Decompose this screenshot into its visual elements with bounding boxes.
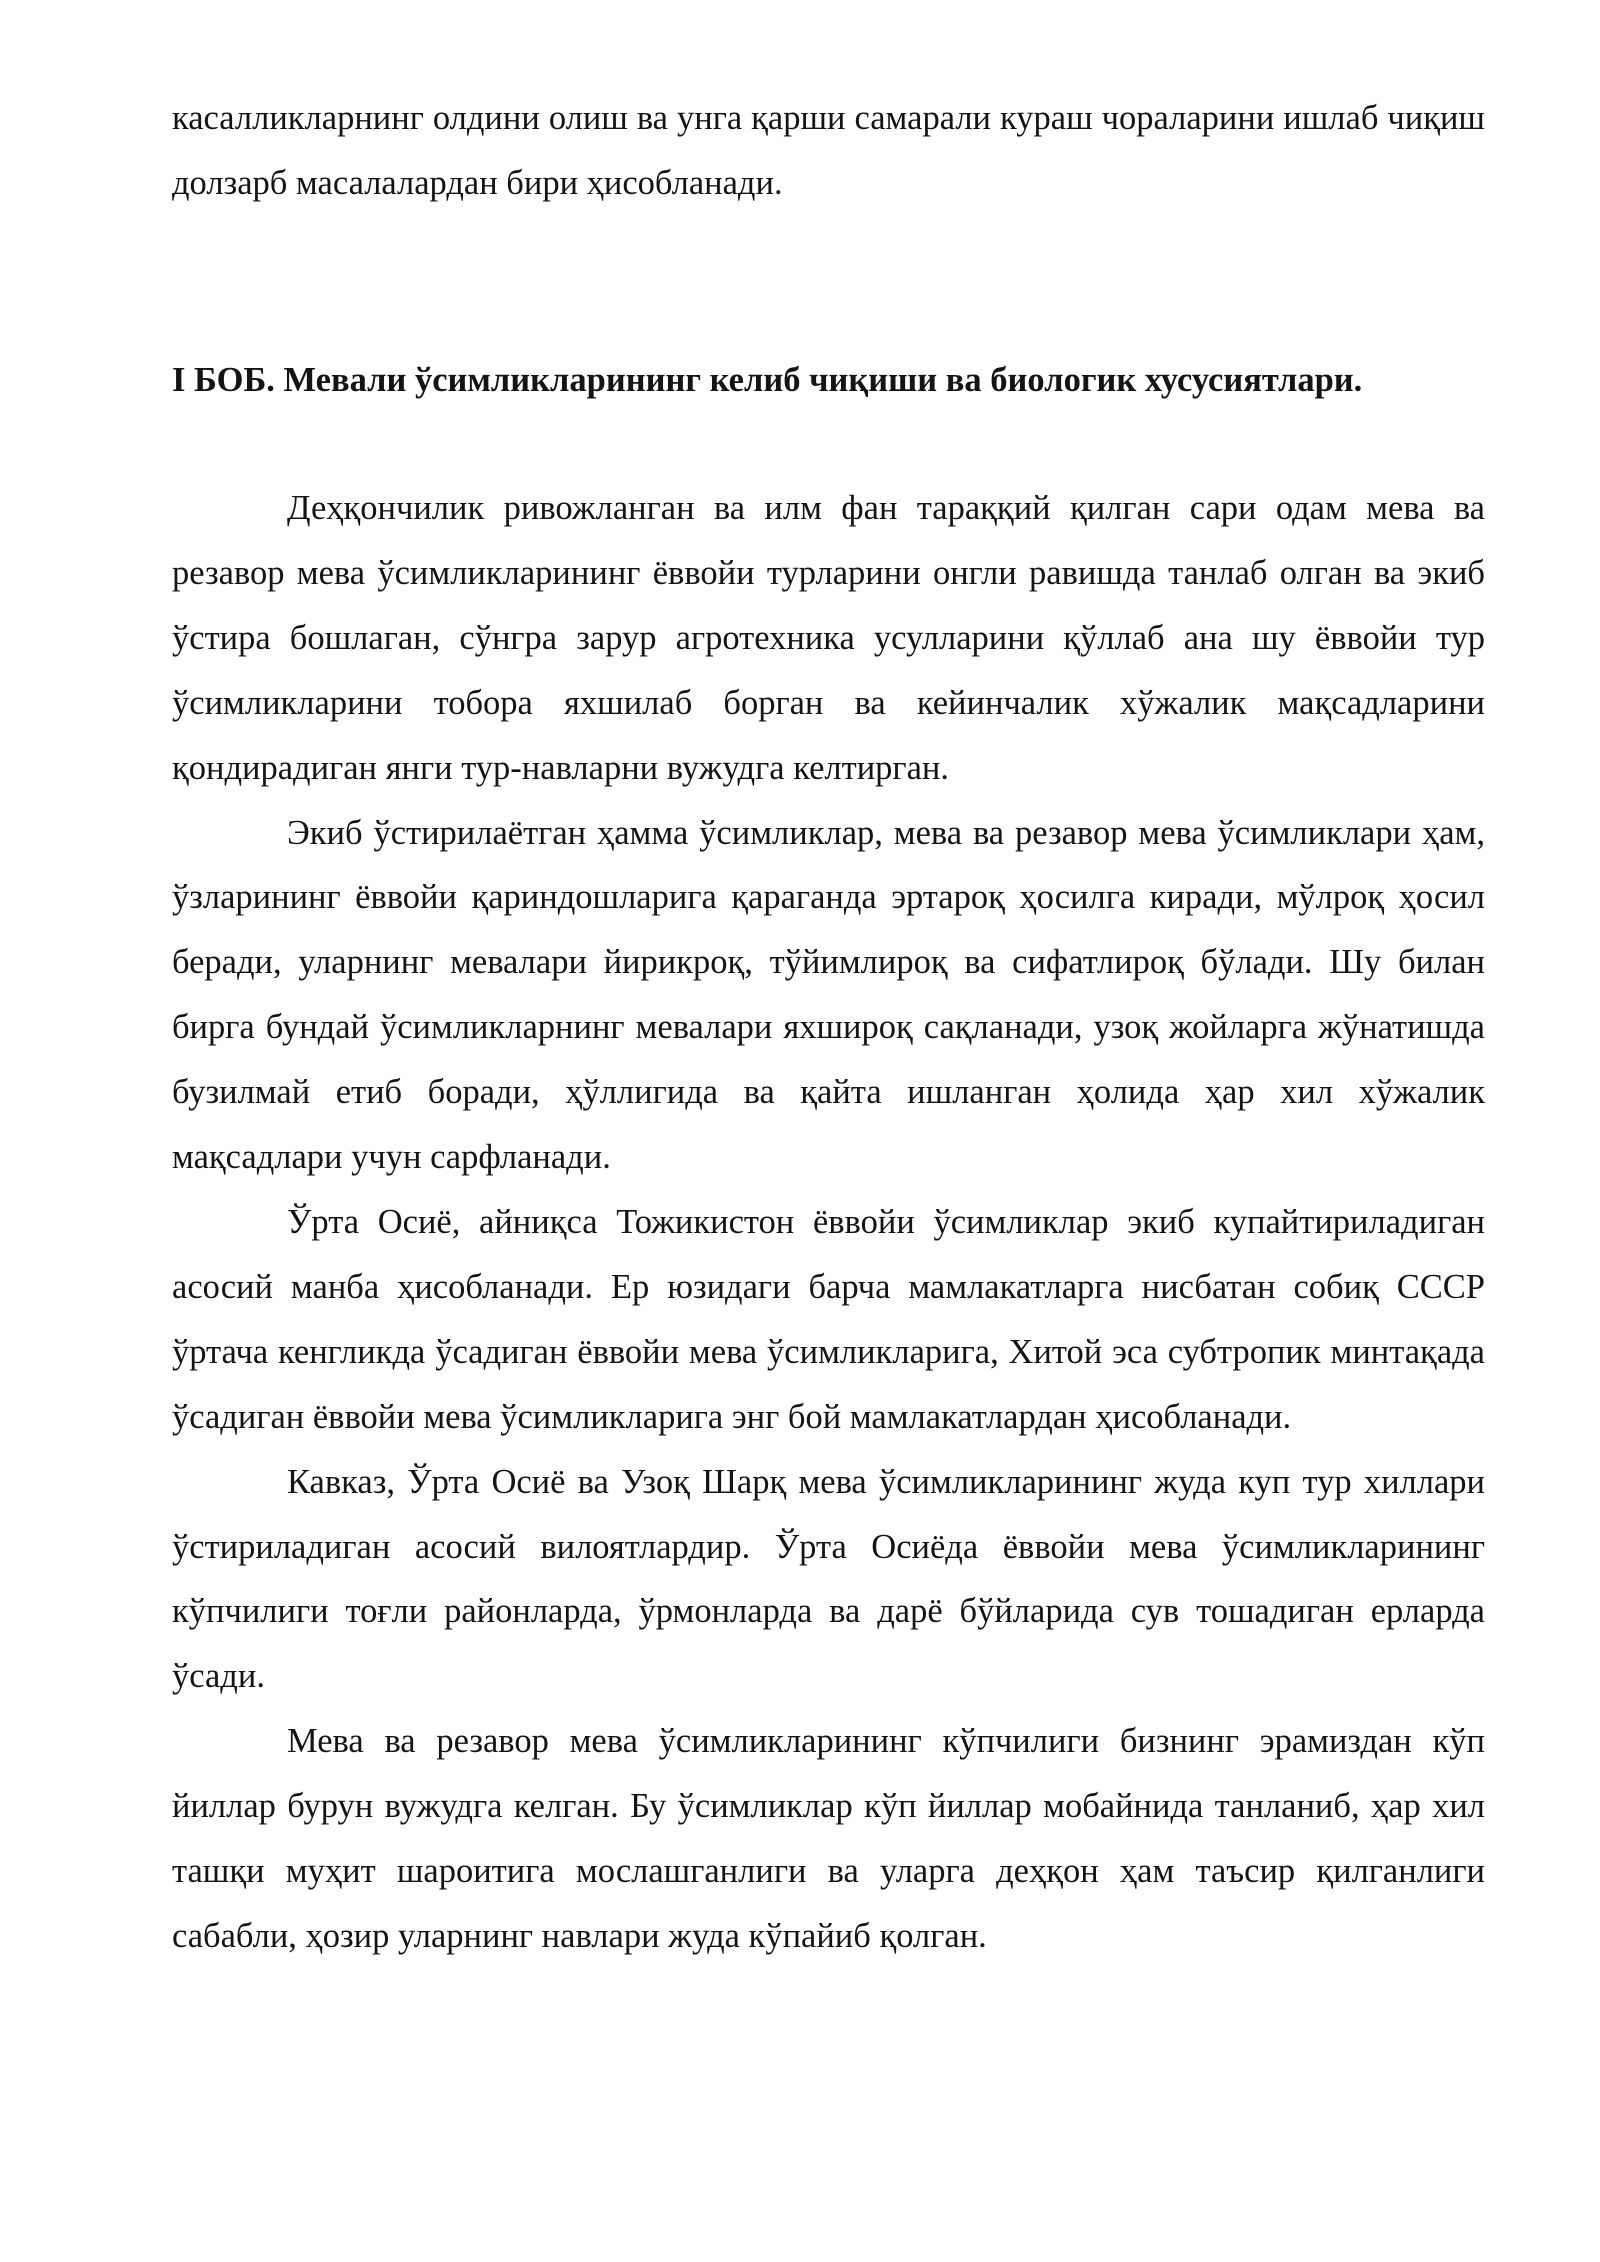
- body-paragraph-2: Экиб ўстирилаётган ҳамма ўсимликлар, мева ва резавор мева ўсимликлари ҳам, ўзларининг ёввойи қариндошларига қараганда эртароқ ҳосилга киради, мўлроқ ҳосил беради, уларнинг мевалари йирикроқ, тўйимлироқ ва сифатлироқ бўлади. Шу билан бирга бундай ўсимликларнинг мевалари яхшироқ сақланади, узоқ жойларга жўнатишда бузилмай етиб боради, ҳўллигида ва қайта ишланган ҳолида ҳар хил хўжалик мақсадлари учун сарфланади.: [172, 813, 1485, 1177]
- body-paragraph-4: Кавказ, Ўрта Осиё ва Узоқ Шарқ мева ўсимликларининг жуда куп тур хиллари ўстириладиган асосий вилоятлардир. Ўрта Осиёда ёввойи мева ўсимликларининг кўпчилиги тоғли районларда, ўрмонларда ва дарё бўйларида сув тошадиган ерларда ўсади.: [172, 1462, 1485, 1696]
- body-paragraph-5: Мева ва резавор мева ўсимликларининг кўпчилиги бизнинг эрамиздан кўп йиллар бурун вужудга келган. Бу ўсимликлар кўп йиллар мобайнида танланиб, ҳар хил ташқи муҳит шароитига мослашганлиги ва уларга деҳқон ҳам таъсир қилганлиги сабабли, ҳозир уларнинг навлари жуда кўпайиб қолган.: [172, 1722, 1485, 1955]
- chapter-heading: I БОБ. Мевали ўсимликларининг келиб чиқиши ва биологик хусусиятлари.: [172, 361, 1363, 399]
- intro-paragraph-block: [172, 86, 1485, 216]
- body-paragraph-1: Деҳқончилик ривожланган ва илм фан тараққий қилган сари одам мева ва резавор мева ўсимликларининг ёввойи турларини онгли равишда танлаб олган ва экиб ўстира бошлаган, сўнгра зарур агротехника усулларини қўллаб ана шу ёввойи тур ўсимликларини тобора яхшилаб борган ва кейинчалик хўжалик мақсадларини қондирадиган янги тур-навларни вужудга келтирган.: [172, 489, 1485, 787]
- body-paragraph-3: Ўрта Осиё, айниқса Тожикистон ёввойи ўсимликлар экиб купайтириладиган асосий манба ҳисобланади. Ер юзидаги барча мамлакатларга нисбатан собиқ СССР ўртача кенгликда ўсадиган ёввойи мева ўсимликларига, Хитой эса субтропик минтақада ўсадиган ёввойи мева ўсимликларига энг бой мамлакатлардан ҳисобланади.: [172, 1202, 1485, 1436]
- intro-paragraph: касалликларнинг олдини олиш ва унга қарши самарали кураш чораларини ишлаб чиқиш долзарб масалалардан бири ҳисобланади.: [172, 99, 1485, 202]
- body-text: [172, 476, 1485, 1969]
